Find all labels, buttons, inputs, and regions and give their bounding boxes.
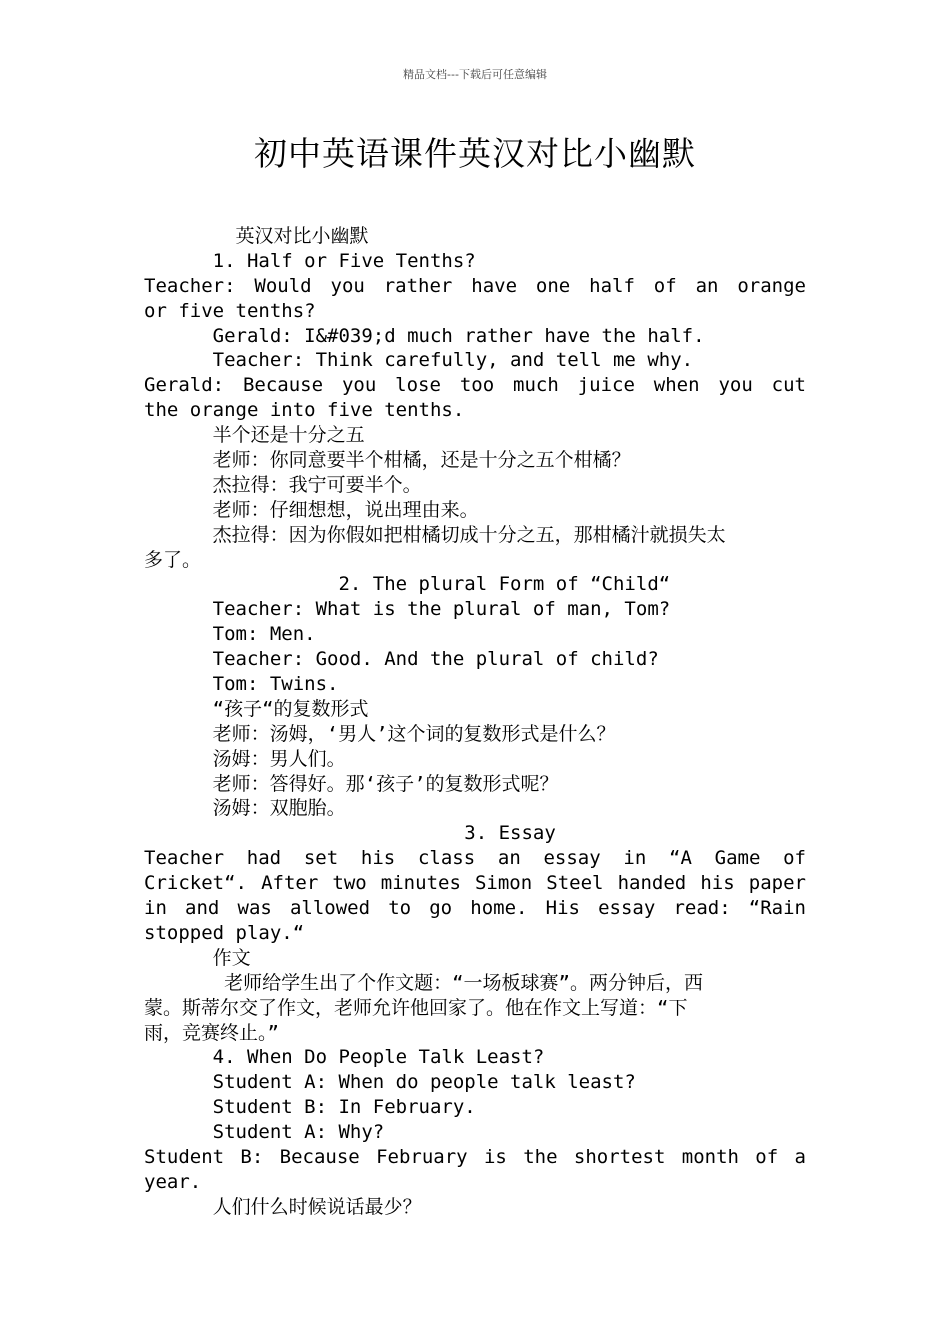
text-line: Teacher: Would you rather have one half of an orange — [144, 274, 806, 297]
joke-4-heading: 4. When Do People Talk Least? — [144, 1046, 545, 1069]
text-line: Teacher: Think carefully, and tell me why. — [144, 349, 694, 372]
text-line: Cricket“. After two minutes Simon Steel handed his paper — [144, 872, 806, 895]
text-line: 汤姆：男人们。 — [144, 747, 346, 770]
text-line: Teacher: Good. And the plural of child? — [144, 648, 659, 671]
joke-3-heading-cn: 作文 — [144, 946, 251, 969]
text-line: Student B: In February. — [144, 1096, 476, 1119]
page-header: 精品文档---下载后可任意编辑 — [403, 68, 547, 81]
section-heading: 英汉对比小幽默 — [144, 225, 369, 247]
joke-1-heading-cn: 半个还是十分之五 — [144, 424, 365, 447]
text-line: Tom: Men. — [144, 623, 316, 646]
text-line: Gerald: I&#039;d much rather have the half. — [144, 324, 705, 347]
text-line: 老师：汤姆，‘男人’这个词的复数形式是什么？ — [144, 722, 616, 745]
text-line: 雨，竞赛终止。” — [144, 1021, 279, 1044]
joke-3-heading: 3. Essay — [144, 822, 556, 845]
joke-1-heading: 1. Half or Five Tenths? — [144, 249, 476, 272]
text-line: 多了。 — [144, 548, 202, 571]
joke-2-heading-cn: “孩子“的复数形式 — [144, 697, 369, 720]
text-line: 杰拉得：我宁可要半个。 — [144, 473, 422, 496]
text-line: 老师给学生出了个作文题：“一场板球赛”。两分钟后，西 — [144, 971, 703, 994]
document-title: 初中英语课件英汉对比小幽默 — [254, 134, 696, 173]
text-line: in and was allowed to go home. His essay read: “Rain — [144, 897, 806, 920]
text-line: 老师：你同意要半个柑橘，还是十分之五个柑橘？ — [144, 449, 631, 472]
text-line: the orange into five tenths. — [144, 399, 465, 422]
text-line: 老师：仔细想想，说出理由来。 — [144, 498, 479, 521]
text-line: Student B: Because February is the shortest month of a — [144, 1145, 806, 1168]
text-line: 汤姆：双胞胎。 — [144, 797, 346, 820]
text-line: stopped play.“ — [144, 921, 305, 944]
text-line: or five tenths? — [144, 299, 316, 322]
text-line: Tom: Twins. — [144, 673, 339, 696]
text-line: 杰拉得：因为你假如把柑橘切成十分之五，那柑橘汁就损失太 — [144, 523, 726, 546]
text-line: year. — [144, 1170, 202, 1193]
text-line: 蒙。斯蒂尔交了作文，老师允许他回家了。他在作文上写道：“下 — [144, 996, 688, 1019]
text-line: 老师：答得好。那‘孩子’的复数形式呢？ — [144, 772, 559, 795]
joke-2-heading: 2. The plural Form of “Child“ — [144, 573, 671, 596]
text-line: Teacher had set his class an essay in “A Game of — [144, 847, 806, 870]
joke-4-heading-cn: 人们什么时候说话最少？ — [144, 1195, 422, 1218]
text-line: Gerald: Because you lose too much juice when you cut — [144, 374, 806, 397]
text-line: Student A: When do people talk least? — [144, 1071, 636, 1094]
text-line: Teacher: What is the plural of man, Tom? — [144, 598, 671, 621]
text-line: Student A: Why? — [144, 1121, 385, 1144]
document-body — [144, 224, 806, 1220]
